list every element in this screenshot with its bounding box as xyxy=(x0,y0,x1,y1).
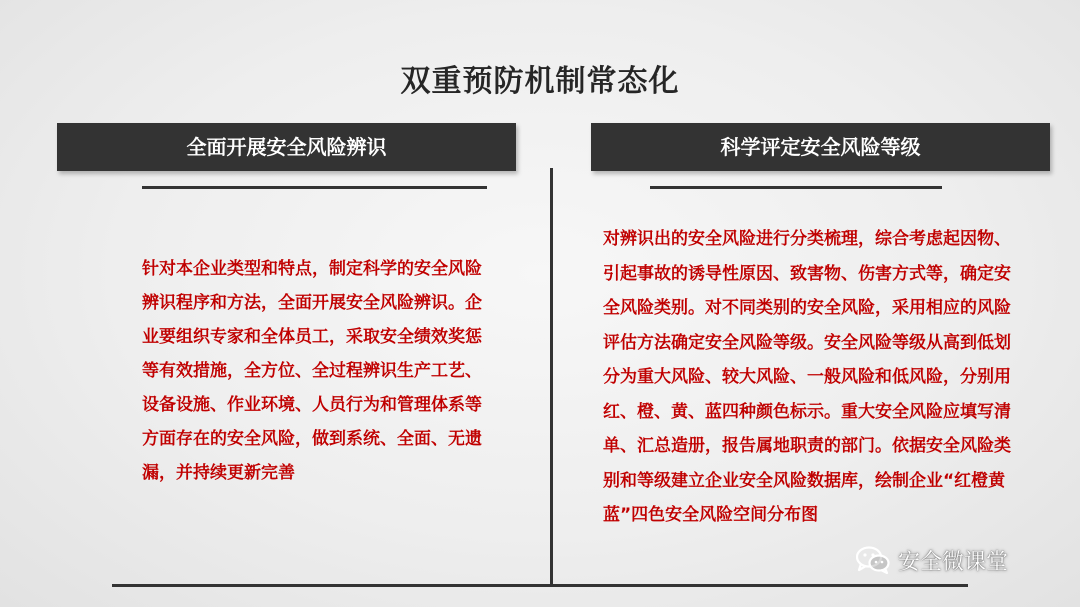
slide-title: 双重预防机制常态化 xyxy=(400,64,680,99)
right-section-heading: 科学评定安全风险等级 xyxy=(591,123,1050,171)
vertical-divider xyxy=(550,168,553,586)
bottom-divider xyxy=(112,584,968,587)
wechat-icon xyxy=(856,546,890,574)
right-heading-underline xyxy=(650,186,942,189)
left-section-body: 针对本企业类型和特点，制定科学的安全风险辨识程序和方法，全面开展安全风险辨识。企业要组织专家和全体员工，采取安全绩效奖惩等有效措施，全方位、全过程辨识生产工艺、设备设施、作业环境、人员行为和管理体系等方面存在的安全风险，做到系统、全面、无遗漏，并持续更新完善 xyxy=(142,259,482,483)
watermark xyxy=(856,540,1008,580)
right-section-body: 对辨识出的安全风险进行分类梳理，综合考虑起因物、引起事故的诱导性原因、致害物、伤害方式等，确定安全风险类别。对不同类别的安全风险，采用相应的风险评估方法确定安全风险等级。安全风险等级从高到低划分为重大风险、较大风险、一般风险和低风险，分别用红、橙、黄、蓝四种颜色标示。重大安全风险应填写清单、汇总造册，报告属地职责的部门。依据安全风险类别和等级建立企业安全风险数据库，绘制企业“红橙黄蓝”四色安全风险空间分布图 xyxy=(603,229,1011,525)
left-section-heading: 全面开展安全风险辨识 xyxy=(57,123,516,171)
left-heading-underline xyxy=(142,186,487,189)
watermark-label: 安全微课堂 xyxy=(898,549,1009,575)
